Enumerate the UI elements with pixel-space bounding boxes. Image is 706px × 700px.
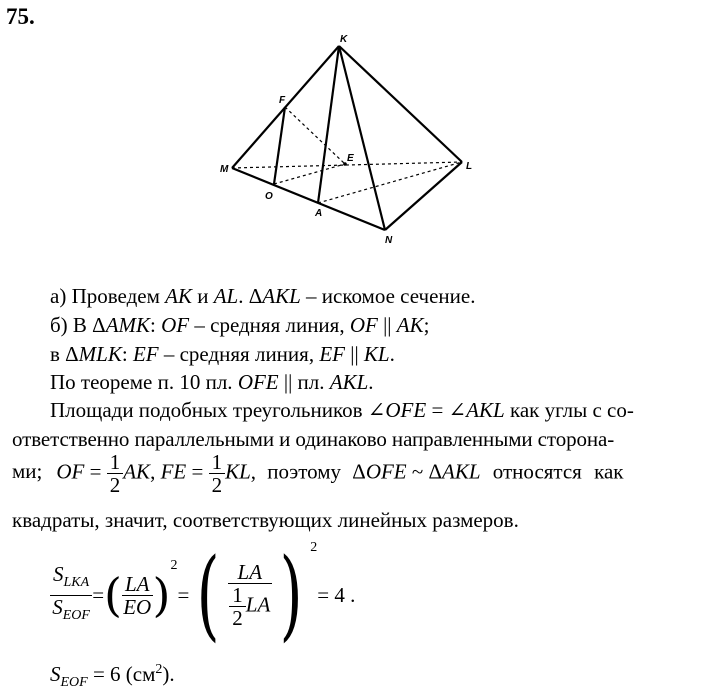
math-var: KL bbox=[363, 342, 390, 366]
math-var: OFE bbox=[365, 459, 407, 484]
text-fragment: – средняя линия, bbox=[158, 342, 320, 366]
math-var: AL bbox=[213, 284, 239, 308]
math-var: S bbox=[53, 562, 64, 587]
solution-line-c bbox=[50, 340, 395, 368]
math-var: OFE bbox=[237, 370, 279, 394]
fraction-one-half bbox=[209, 451, 226, 496]
edge-KN bbox=[339, 46, 385, 230]
text-fragment: а) Проведем bbox=[50, 284, 166, 308]
text-fragment: = bbox=[186, 459, 209, 484]
denominator: 2 bbox=[109, 473, 121, 497]
text-fragment: ). bbox=[162, 662, 175, 686]
math-var: AKL bbox=[329, 370, 369, 394]
text-fragment: = ∠ bbox=[426, 398, 467, 422]
text-fragment: = 6 (см bbox=[87, 662, 156, 686]
fraction-one-half bbox=[107, 451, 124, 496]
solution-line-f bbox=[12, 451, 624, 496]
label-M: M bbox=[220, 164, 229, 175]
text-fragment: б) В Δ bbox=[50, 313, 106, 337]
label-K: K bbox=[340, 34, 348, 45]
text-fragment: = 4 . bbox=[317, 582, 356, 607]
math-var: AKL bbox=[262, 284, 301, 308]
text-fragment: . bbox=[389, 342, 395, 366]
denominator: 2 bbox=[232, 606, 243, 630]
denominator bbox=[50, 596, 92, 627]
math-var: LA bbox=[245, 592, 271, 617]
exponent: 2 bbox=[310, 540, 318, 555]
text-fragment: ми; bbox=[12, 459, 43, 484]
problem-number: 75. bbox=[6, 4, 35, 29]
math-var: OF bbox=[349, 313, 378, 337]
math-var: OF bbox=[161, 313, 190, 337]
math-var: LA bbox=[237, 560, 263, 584]
text-fragment: || bbox=[344, 342, 364, 366]
fraction-one-half bbox=[229, 584, 246, 629]
math-var: EF bbox=[319, 342, 345, 366]
text-fragment: : bbox=[121, 342, 133, 366]
area-ratio-formula bbox=[50, 540, 355, 650]
label-O: O bbox=[265, 191, 273, 202]
text-fragment: . bbox=[368, 370, 374, 394]
math-var: AK bbox=[123, 459, 151, 484]
solution-line-d bbox=[50, 368, 374, 396]
math-sub: EOF bbox=[62, 607, 90, 623]
text-fragment: По теореме п. 10 пл. bbox=[50, 370, 238, 394]
solution-line-g: квадраты, значит, соответствующих линейных размеров. bbox=[12, 508, 519, 532]
numerator bbox=[228, 561, 273, 584]
label-N: N bbox=[385, 235, 393, 246]
exponent: 2 bbox=[170, 558, 178, 573]
numerator bbox=[122, 573, 153, 596]
solution-line-e1 bbox=[50, 396, 634, 424]
math-var: FE bbox=[160, 459, 187, 484]
label-A: A bbox=[315, 208, 323, 219]
pyramid-figure bbox=[0, 0, 706, 280]
area-ratio-fraction bbox=[50, 563, 92, 626]
label-E: E bbox=[347, 153, 354, 164]
numerator bbox=[50, 563, 92, 595]
text-fragment: , bbox=[150, 459, 161, 484]
text-fragment: Площади подобных треугольников ∠ bbox=[50, 398, 386, 422]
numerator: 1 bbox=[209, 451, 226, 474]
solution-line-e2: ответственно параллельными и одинаково направленными сторона- bbox=[12, 427, 615, 451]
label-L: L bbox=[466, 161, 473, 172]
math-var: AK bbox=[165, 284, 192, 308]
math-sub: LKA bbox=[63, 575, 90, 591]
segment-FE bbox=[285, 107, 345, 164]
exponent: 2 bbox=[155, 662, 163, 677]
text-fragment: , bbox=[250, 459, 256, 484]
text-fragment: – средняя линия, bbox=[189, 313, 350, 337]
text-fragment: ~ Δ bbox=[406, 459, 443, 484]
text-fragment: = bbox=[177, 582, 190, 607]
numerator: 1 bbox=[107, 451, 124, 474]
text-fragment: = bbox=[92, 582, 105, 607]
denominator bbox=[122, 596, 153, 618]
solution-line-b bbox=[50, 311, 429, 339]
math-var: EF bbox=[132, 342, 159, 366]
edge-LN bbox=[385, 162, 462, 230]
math-var: S bbox=[52, 594, 63, 619]
solution-line-result bbox=[50, 656, 175, 697]
left-paren: ( bbox=[104, 568, 122, 622]
math-sub: EOF bbox=[60, 675, 88, 691]
length-ratio-fraction bbox=[122, 573, 153, 618]
text-fragment: = bbox=[84, 459, 107, 484]
text-fragment: ; bbox=[423, 313, 430, 337]
text-fragment: в Δ bbox=[50, 342, 79, 366]
math-var: AKL bbox=[442, 459, 481, 484]
math-var: S bbox=[50, 662, 61, 686]
text-fragment: относятся как bbox=[480, 459, 624, 484]
text-fragment: . Δ bbox=[238, 284, 263, 308]
math-var: LA bbox=[124, 571, 150, 596]
math-var: MLK bbox=[78, 342, 122, 366]
edge-MN bbox=[232, 168, 385, 230]
math-var: AMK bbox=[105, 313, 151, 337]
solution-line-a bbox=[50, 282, 475, 310]
right-paren: ) bbox=[279, 538, 303, 652]
denominator: 2 bbox=[211, 473, 223, 497]
text-fragment: и bbox=[191, 284, 214, 308]
nested-fraction bbox=[228, 561, 273, 629]
text-fragment: : bbox=[150, 313, 162, 337]
math-var: AK bbox=[396, 313, 424, 337]
math-var: AKL bbox=[466, 398, 505, 422]
label-F: F bbox=[279, 95, 286, 106]
edge-KL bbox=[339, 46, 462, 162]
text-fragment: || пл. bbox=[278, 370, 330, 394]
denominator bbox=[228, 584, 273, 629]
math-var: EO bbox=[123, 594, 152, 619]
math-var: OF bbox=[56, 459, 85, 484]
math-var: OFE bbox=[385, 398, 427, 422]
math-var: KL bbox=[225, 459, 251, 484]
left-paren: ( bbox=[196, 538, 220, 652]
numerator: 1 bbox=[229, 584, 246, 607]
segment-OE bbox=[274, 164, 345, 184]
edge-KA bbox=[318, 46, 339, 203]
text-fragment: – искомое сечение. bbox=[300, 284, 476, 308]
text-fragment: как углы с со- bbox=[504, 398, 634, 422]
text-fragment: || bbox=[377, 313, 397, 337]
solid-edges bbox=[232, 46, 462, 230]
right-paren: ) bbox=[152, 568, 171, 622]
text-fragment: поэтому Δ bbox=[256, 459, 366, 484]
